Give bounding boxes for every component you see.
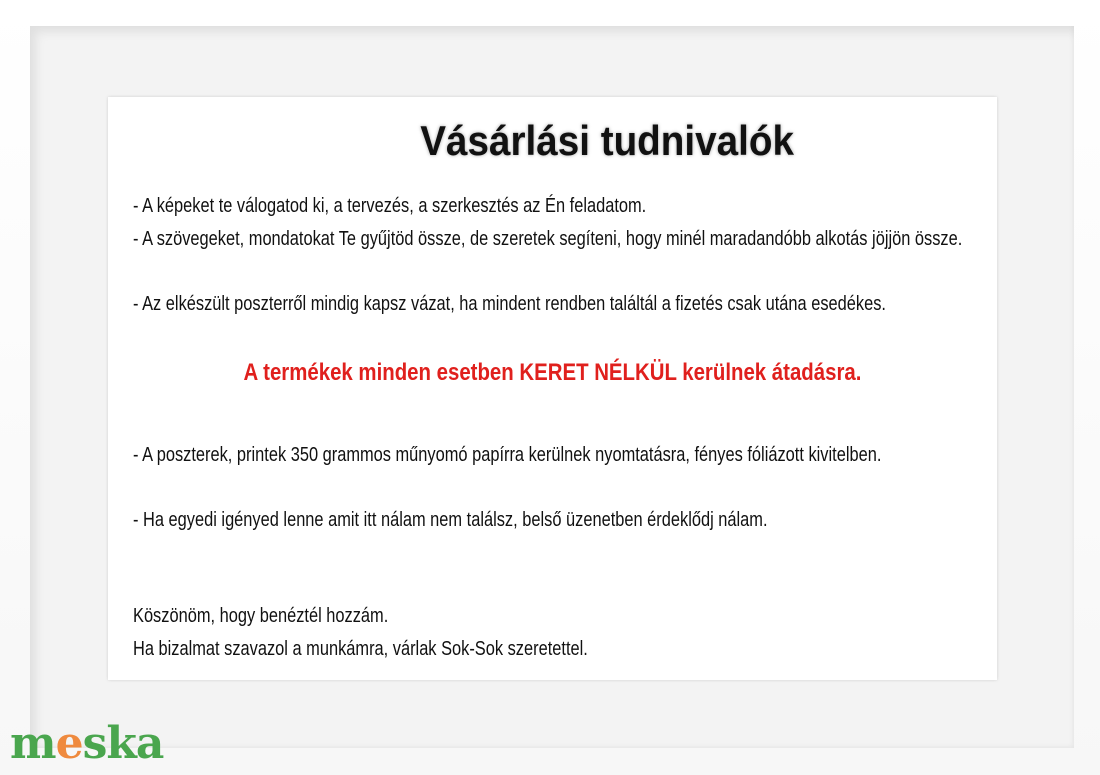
info-line: - Az elkészült poszterről mindig kapsz vázat, ha mindent rendben találtál a fizetés csak utána esedékes. (133, 293, 886, 315)
meska-logo (10, 718, 163, 769)
poster-paper (108, 97, 997, 680)
info-line: - A poszterek, printek 350 grammos műnyomó papírra kerülnek nyomtatásra, fényes fóliázott kivitelben. (133, 444, 882, 466)
notice-text: A termékek minden esetben KERET NÉLKÜL kerülnek átadásra. (243, 359, 862, 386)
no-frame-notice (108, 359, 997, 387)
info-line: - A szövegeket, mondatokat Te gyűjtöd össze, de szeretek segíteni, hogy minél maradandóbb alkotás jöjjön össze. (133, 228, 963, 250)
logo-e: e (55, 718, 83, 769)
logo-m: m (10, 718, 56, 769)
poster-title (108, 117, 997, 165)
info-line: - A képeket te válogatod ki, a tervezés, a szerkesztés az Én feladatom. (133, 195, 647, 217)
thanks-line: Ha bizalmat szavazol a munkámra, várlak Sok-Sok szeretettel. (133, 638, 588, 660)
logo-rest: ska (82, 718, 164, 769)
thanks-line: Köszönöm, hogy benéztél hozzám. (133, 605, 389, 627)
title-text: Vásárlási tudnivalók (420, 117, 795, 164)
info-line: - Ha egyedi igényed lenne amit itt nálam nem találsz, belső üzenetben érdeklődj nálam. (133, 509, 768, 531)
